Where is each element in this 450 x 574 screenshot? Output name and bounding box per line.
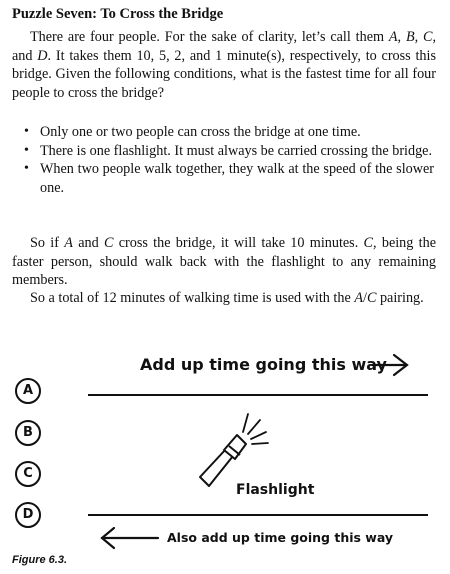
intro-paragraph: There are four people. For the sake of clarity, let’s call them A, B, C, and D. It takes them 10, 5, 2, and 1 minute(s), respectively, to cross this bridge. Given the following conditions, what is the fastest time for all four people to cross the bridge?	[12, 29, 437, 101]
person-b-circle: B	[15, 420, 41, 446]
puzzle-title: Puzzle Seven: To Cross the Bridge	[12, 6, 224, 22]
bullet-icon: •	[24, 124, 29, 139]
explanation-paragraph: So if A and C cross the bridge, it will take 10 minutes. C, being the faster person, should walk back with the flashlight to any remaining members.	[12, 235, 436, 289]
bottom-direction-label: Also add up time going this way	[167, 530, 394, 545]
bullet-icon: •	[24, 142, 29, 158]
condition-item	[22, 160, 434, 197]
condition-item	[22, 142, 434, 161]
condition-text: When two people walk together, they walk at the speed of the slower one.	[40, 161, 434, 196]
bullet-icon: •	[24, 161, 29, 177]
conditions-list	[22, 123, 434, 197]
flashlight-icon	[200, 414, 268, 486]
figure-caption: Figure 6.3.	[12, 554, 68, 566]
person-a-circle: A	[15, 378, 41, 404]
condition-text: There is one flashlight. It must always be carried crossing the bridge.	[40, 142, 433, 159]
left-arrow-icon	[102, 528, 158, 548]
bridge-figure	[0, 340, 450, 574]
person-d-circle: D	[15, 502, 41, 528]
top-direction-label: Add up time going this way	[140, 355, 387, 374]
condition-item	[22, 123, 434, 142]
person-c-circle: C	[15, 461, 41, 487]
flashlight-label: Flashlight	[236, 482, 315, 498]
total-paragraph: So a total of 12 minutes of walking time is used with the A/C pairing.	[30, 290, 424, 306]
condition-text: Only one or two people can cross the bridge at one time.	[40, 124, 361, 140]
